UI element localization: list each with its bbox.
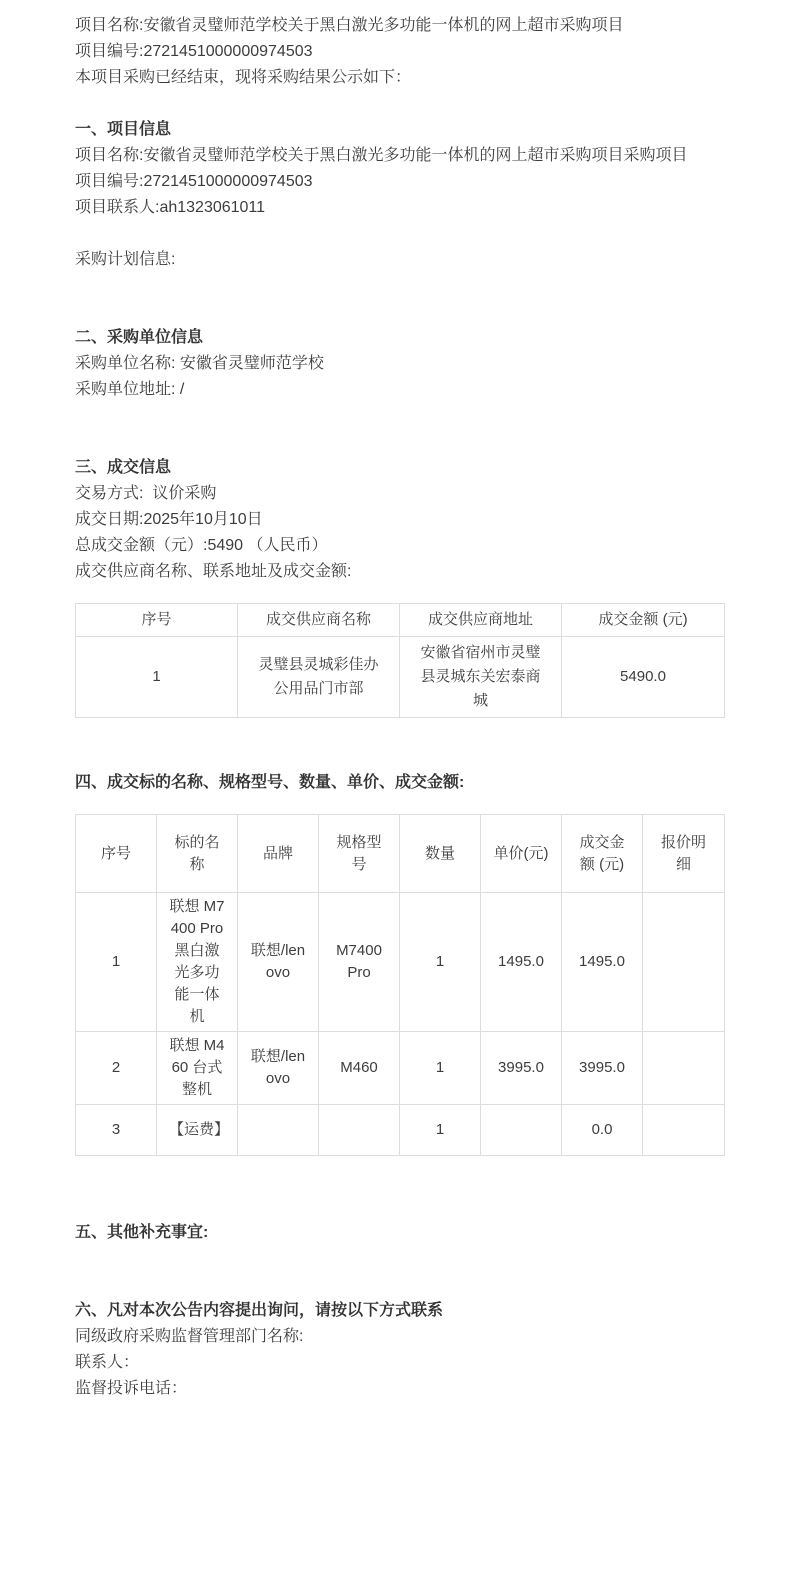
item-brand-cell bbox=[238, 1105, 319, 1156]
items-table-header-row bbox=[76, 815, 725, 893]
section3-trade-mode: 交易方式: 议价采购 bbox=[75, 485, 217, 502]
item-brand-cell: 联想/lenovo bbox=[238, 893, 319, 1032]
section6-heading: 六、凡对本次公告内容提出询问，请按以下方式联系 bbox=[75, 1302, 444, 1319]
item-name-cell: 联想 M7400 Pro 黑白激光多功能一体机 bbox=[157, 893, 238, 1032]
item-seq-cell: 3 bbox=[76, 1105, 157, 1156]
item-quote-detail-cell bbox=[643, 893, 725, 1032]
section3-deal-date: 成交日期:2025年10月10日 bbox=[75, 511, 263, 528]
section2-heading: 二、采购单位信息 bbox=[75, 329, 204, 346]
items-table-row bbox=[76, 1032, 725, 1105]
spacer bbox=[75, 585, 724, 603]
item-model-cell: M460 bbox=[319, 1032, 400, 1105]
section6-contact-person: 联系人： bbox=[75, 1354, 140, 1371]
items-table-row bbox=[76, 893, 725, 1032]
supplier-name-cell: 灵璧县灵城彩佳办公用品门市部 bbox=[238, 637, 400, 718]
supplier-table-header-cell: 成交供应商地址 bbox=[400, 604, 562, 637]
item-qty-cell: 1 bbox=[400, 1105, 481, 1156]
supplier-seq-cell: 1 bbox=[76, 637, 238, 718]
spacer bbox=[75, 273, 724, 325]
spacer bbox=[75, 1246, 724, 1298]
section1-project-name: 项目名称:安徽省灵璧师范学校关于黑白激光多功能一体机的网上超市采购项目采购项目 bbox=[75, 147, 688, 164]
spacer bbox=[75, 1156, 724, 1220]
items-table bbox=[75, 814, 725, 1156]
supplier-table-header-cell: 成交金额 (元) bbox=[562, 604, 725, 637]
items-table-header-cell: 规格型号 bbox=[319, 815, 400, 893]
supplier-table bbox=[75, 603, 725, 718]
supplier-table-row bbox=[76, 637, 725, 718]
section1-heading: 一、项目信息 bbox=[75, 121, 172, 138]
intro-project-number: 项目编号:2721451000000974503 bbox=[75, 43, 313, 60]
section3-heading: 三、成交信息 bbox=[75, 459, 172, 476]
item-unit-price-cell bbox=[481, 1105, 562, 1156]
item-amount-cell: 0.0 bbox=[562, 1105, 643, 1156]
item-model-cell bbox=[319, 1105, 400, 1156]
items-table-header-cell: 成交金额 (元) bbox=[562, 815, 643, 893]
item-model-cell: M7400 Pro bbox=[319, 893, 400, 1032]
item-qty-cell: 1 bbox=[400, 1032, 481, 1105]
items-table-header-cell: 单价(元) bbox=[481, 815, 562, 893]
supplier-table-header-row bbox=[76, 604, 725, 637]
item-name-cell: 【运费】 bbox=[157, 1105, 238, 1156]
item-seq-cell: 1 bbox=[76, 893, 157, 1032]
spacer bbox=[75, 796, 724, 814]
item-quote-detail-cell bbox=[643, 1032, 725, 1105]
supplier-address-cell: 安徽省宿州市灵璧县灵城东关宏泰商城 bbox=[400, 637, 562, 718]
section6-supervision-dept: 同级政府采购监督管理部门名称: bbox=[75, 1328, 304, 1345]
section4-heading: 四、成交标的名称、规格型号、数量、单价、成交金额: bbox=[75, 774, 465, 791]
items-table-header-cell: 标的名称 bbox=[157, 815, 238, 893]
section3-total-amount: 总成交金额（元）:5490 （人民币） bbox=[75, 537, 328, 554]
spacer bbox=[75, 718, 724, 770]
intro-result-notice: 本项目采购已经结束，现将采购结果公示如下： bbox=[75, 69, 412, 86]
items-table-header-cell: 数量 bbox=[400, 815, 481, 893]
items-table-header-cell: 报价明细 bbox=[643, 815, 725, 893]
items-table-row bbox=[76, 1105, 725, 1156]
item-name-cell: 联想 M460 台式整机 bbox=[157, 1032, 238, 1105]
spacer bbox=[75, 403, 724, 455]
section2-purchaser-address: 采购单位地址: / bbox=[75, 381, 185, 398]
section1-project-number: 项目编号:2721451000000974503 bbox=[75, 173, 313, 190]
item-unit-price-cell: 1495.0 bbox=[481, 893, 562, 1032]
item-unit-price-cell: 3995.0 bbox=[481, 1032, 562, 1105]
section2-purchaser-name: 采购单位名称: 安徽省灵璧师范学校 bbox=[75, 355, 324, 372]
supplier-table-header-cell: 序号 bbox=[76, 604, 238, 637]
items-table-header-cell: 序号 bbox=[76, 815, 157, 893]
item-qty-cell: 1 bbox=[400, 893, 481, 1032]
item-brand-cell: 联想/lenovo bbox=[238, 1032, 319, 1105]
spacer bbox=[75, 91, 724, 117]
item-seq-cell: 2 bbox=[76, 1032, 157, 1105]
section6-complaint-phone: 监督投诉电话： bbox=[75, 1380, 188, 1397]
item-amount-cell: 1495.0 bbox=[562, 893, 643, 1032]
item-quote-detail-cell bbox=[643, 1105, 725, 1156]
spacer bbox=[75, 221, 724, 247]
items-table-header-cell: 品牌 bbox=[238, 815, 319, 893]
supplier-amount-cell: 5490.0 bbox=[562, 637, 725, 718]
section1-plan-info: 采购计划信息: bbox=[75, 251, 176, 268]
section3-supplier-intro: 成交供应商名称、联系地址及成交金额: bbox=[75, 563, 352, 580]
intro-project-name: 项目名称:安徽省灵璧师范学校关于黑白激光多功能一体机的网上超市采购项目 bbox=[75, 17, 624, 34]
section5-heading: 五、其他补充事宜: bbox=[75, 1224, 209, 1241]
supplier-table-header-cell: 成交供应商名称 bbox=[238, 604, 400, 637]
item-amount-cell: 3995.0 bbox=[562, 1032, 643, 1105]
section1-project-contact: 项目联系人:ah1323061011 bbox=[75, 199, 266, 216]
